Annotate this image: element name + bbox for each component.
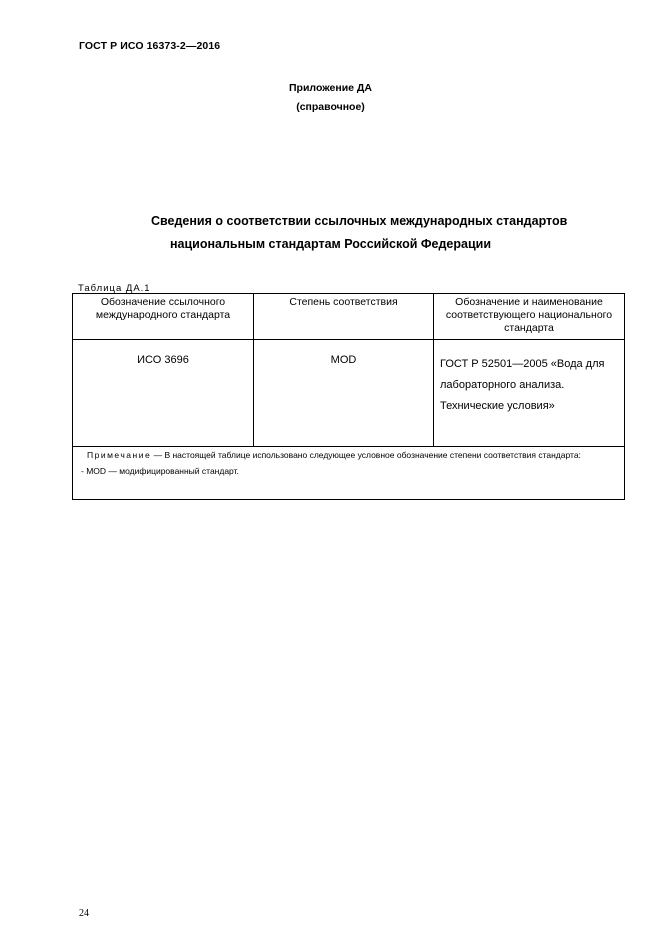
- appendix-title: Приложение ДА: [289, 82, 372, 94]
- document-code: ГОСТ Р ИСО 16373-2—2016: [79, 40, 221, 52]
- note-text: — В настоящей таблице использовано следующее условное обозначение степени соответствия стандарта:: [153, 450, 581, 460]
- section-title-line2: национальным стандартам Российской Федерации: [169, 237, 492, 251]
- section-title-line1: Сведения о соответствии ссылочных международных стандартов: [151, 214, 568, 228]
- header-intl-standard: Обозначение ссылочного международного стандарта: [73, 294, 254, 340]
- table-row: [73, 340, 625, 447]
- header-national-standard: Обозначение и наименование соответствующего национального стандарта: [434, 294, 625, 340]
- cell-degree: MOD: [254, 340, 434, 447]
- table-header-row: [73, 294, 625, 340]
- note-label: Примечание: [87, 450, 152, 460]
- cell-intl-standard: ИСО 3696: [73, 340, 254, 447]
- table-note: [73, 447, 625, 500]
- appendix-subtitle: (справочное): [296, 101, 365, 113]
- note-item: - MOD — модифицированный стандарт.: [81, 466, 239, 476]
- cell-national-standard: ГОСТ Р 52501—2005 «Вода для лабораторного анализа. Технические условия»: [434, 340, 625, 447]
- table-caption: Таблица ДА.1: [78, 283, 151, 294]
- table-note-row: [73, 447, 625, 500]
- header-degree: Степень соответствия: [254, 294, 434, 340]
- page-number: 24: [79, 908, 89, 919]
- correspondence-table: [72, 293, 625, 500]
